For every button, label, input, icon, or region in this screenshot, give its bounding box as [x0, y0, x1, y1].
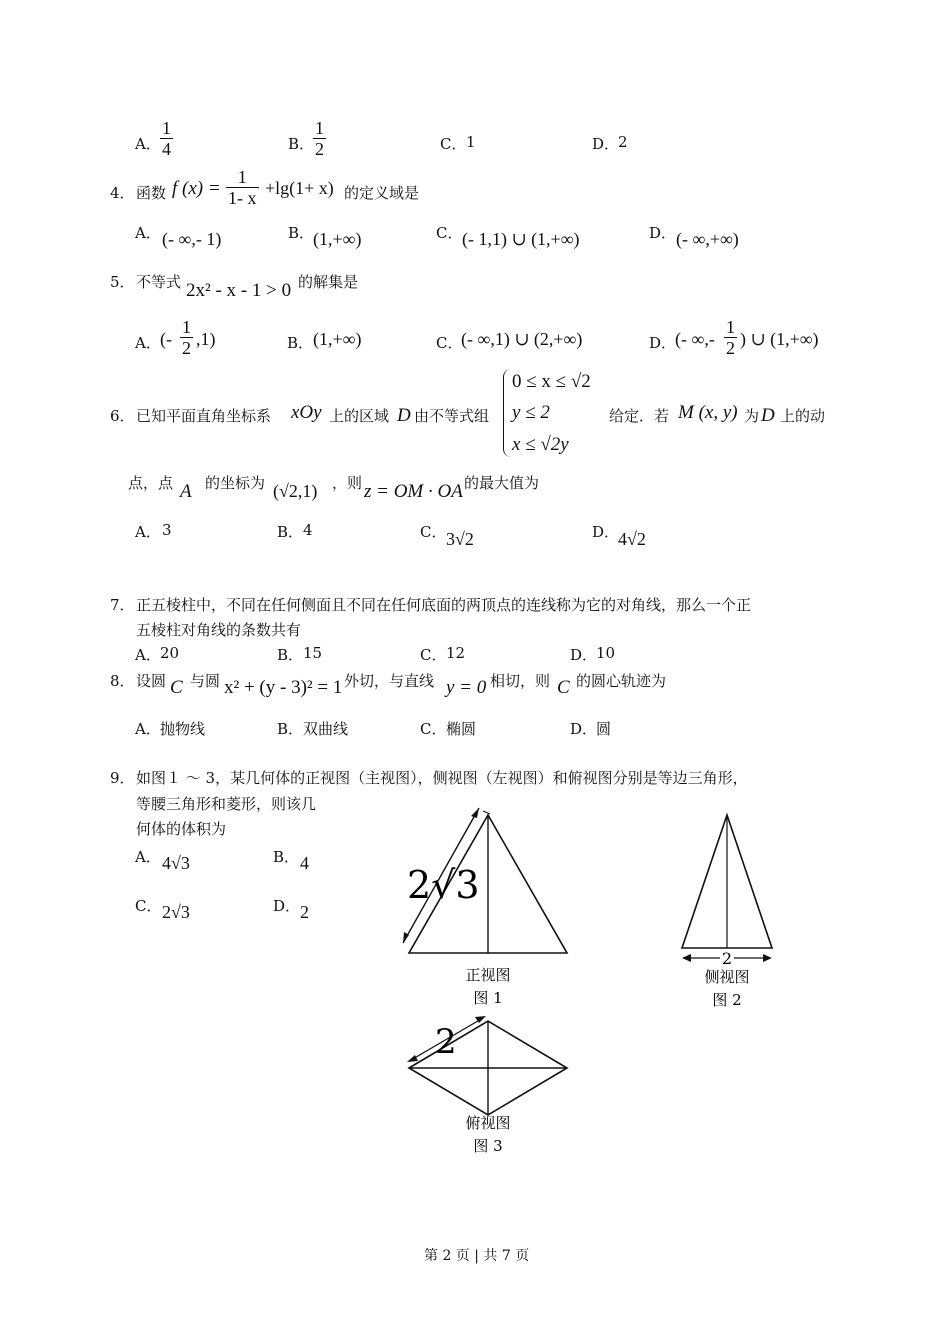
q8-line-equation: y = 0: [446, 677, 487, 698]
q4-option-d-value: (- ∞,+∞): [676, 229, 739, 249]
q6-region-2: D: [761, 405, 775, 426]
q3-option-a-value: $\frac{1}{4}$: [162, 118, 171, 159]
page-footer: 第 2 页 | 共 7 页: [424, 1248, 530, 1264]
q4-func: f (x) =: [172, 178, 221, 199]
q6-stem-mid5: 上的动: [780, 407, 826, 425]
q6-option-b-value: 4: [303, 521, 313, 539]
q8-stem-prefix: 设圆: [136, 672, 167, 690]
q4-option-b-value: (1,+∞): [313, 229, 362, 249]
q4-fraction: $\frac{1}{1- x}$: [228, 167, 257, 208]
figure-1-dimension-label: 2√3: [407, 863, 480, 907]
q7-option-b-label: B．: [277, 646, 304, 664]
q9-option-a-value: 4√3: [162, 853, 190, 873]
q9-option-c-label: C．: [135, 897, 162, 915]
q6-xoy: xOy: [291, 402, 322, 423]
q6-region: D: [397, 405, 411, 426]
q6-stem-mid2: 由不等式组: [414, 407, 490, 425]
q6-line2-mid2: ，则: [332, 474, 363, 492]
q6-option-c-value: 3√2: [446, 529, 474, 549]
q9-number: 9．: [110, 769, 135, 787]
q8-option-d-label: D．: [570, 720, 598, 738]
figure-2-dimension-label: 2: [721, 949, 733, 968]
q6-z-expression: z = OM · OA: [364, 481, 463, 502]
q3-option-b-value: $\frac{1}{2}$: [315, 118, 324, 159]
figure-2-caption: 侧视图: [704, 968, 750, 986]
q7-option-b-value: 15: [303, 644, 323, 662]
q6-line2-suffix: 的最大值为: [464, 474, 540, 492]
q8-option-d-value: 圆: [596, 720, 612, 738]
q8-stem-suffix: 的圆心轨迹为: [576, 672, 667, 690]
q5-option-a-post: ,1): [196, 329, 216, 349]
q7-option-a-value: 20: [160, 644, 180, 662]
figure-3-caption: 俯视图: [465, 1114, 511, 1132]
q8-stem-mid2: 外切，与直线: [344, 672, 435, 690]
q8-stem-mid1: 与圆: [190, 672, 221, 690]
q8-option-b-label: B．: [277, 720, 304, 738]
q5-option-a-label: A．: [135, 334, 161, 352]
q3-option-c-label: C．: [440, 135, 467, 153]
q7-option-a-label: A．: [135, 646, 161, 664]
q6-option-c-label: C．: [420, 523, 447, 541]
q9-option-b-label: B．: [273, 848, 300, 866]
q3-option-c-value: 1: [466, 133, 476, 151]
q4-option-c-label: C．: [436, 224, 463, 242]
q3-option-d-label: D．: [592, 135, 620, 153]
figure-3-top-view: [395, 1008, 580, 1163]
q5-option-a-pre: (-: [160, 329, 172, 349]
q6-option-d-value: 4√2: [618, 529, 646, 549]
q9-line-1: 如图１ ～ 3，某几何体的正视图（主视图），侧视图（左视图）和俯视图分别是等边三角形，: [136, 769, 748, 787]
q4-option-d-label: D．: [649, 224, 677, 242]
q8-circle-c-2: C: [557, 677, 570, 698]
q5-option-d-pre: (- ∞,-: [675, 329, 715, 349]
q6-option-b-label: B．: [277, 523, 304, 541]
q4-func-rest: +lg(1+ x): [265, 178, 334, 198]
q8-option-c-value: 椭圆: [446, 720, 477, 738]
q8-option-a-label: A．: [135, 720, 161, 738]
q6-system-brace: [503, 369, 512, 457]
q6-stem-mid4: 为: [744, 407, 760, 425]
q6-option-d-label: D．: [592, 523, 620, 541]
q8-option-c-label: C．: [420, 720, 447, 738]
q7-option-d-label: D．: [570, 646, 598, 664]
q7-option-c-label: C．: [420, 646, 447, 664]
figure-2-side-view: [672, 800, 782, 1015]
q8-option-a-value: 抛物线: [160, 720, 206, 738]
q6-number: 6．: [110, 407, 135, 425]
q3-option-b-label: B．: [288, 135, 315, 153]
q6-point-a: A: [180, 481, 192, 502]
q7-line-1: 正五棱柱中，不同在任何侧面且不同在任何底面的两顶点的连线称为它的对角线，那么一个正: [136, 596, 752, 614]
q6-point-m: M (x, y): [678, 402, 738, 423]
q9-option-c-value: 2√3: [162, 902, 190, 922]
q7-number: 7．: [110, 596, 135, 614]
q5-option-b-label: B．: [287, 334, 314, 352]
q4-option-a-label: A．: [135, 224, 161, 242]
q6-line2-prefix: 点，点: [128, 474, 174, 492]
figure-2-label: 图 2: [712, 991, 742, 1009]
q3-option-a-label: A．: [135, 135, 161, 153]
q6-option-a-label: A．: [135, 523, 161, 541]
q5-option-d-post: ) ∪ (1,+∞): [740, 329, 819, 349]
q9-option-b-value: 4: [300, 853, 309, 873]
q9-option-d-value: 2: [300, 902, 309, 922]
q5-option-c-value: (- ∞,1) ∪ (2,+∞): [461, 329, 583, 349]
q7-option-c-value: 12: [446, 644, 466, 662]
q4-stem-prefix: 函数: [136, 184, 167, 202]
q6-stem-mid3: 给定．若: [609, 407, 670, 425]
q4-number: 4．: [110, 184, 135, 202]
q5-stem-prefix: 不等式: [136, 273, 182, 291]
q6-option-a-value: 3: [162, 521, 172, 539]
q9-line-2: 等腰三角形和菱形，则该几: [136, 795, 317, 813]
q6-stem-mid1: 上的区域: [329, 407, 390, 425]
figure-3-label: 图 3: [473, 1137, 503, 1155]
q5-number: 5．: [110, 273, 135, 291]
figure-3-dimension-label: 2: [435, 1022, 457, 1062]
q5-option-d-label: D．: [649, 334, 677, 352]
q6-stem-prefix: 已知平面直角坐标系: [136, 407, 272, 425]
q7-option-d-value: 10: [596, 644, 616, 662]
q8-circle-c: C: [170, 677, 183, 698]
q9-option-d-label: D．: [273, 897, 301, 915]
figure-1-caption: 正视图: [465, 966, 511, 984]
q4-option-a-value: (- ∞,- 1): [162, 229, 222, 249]
figure-1-label: 图 1: [473, 989, 503, 1007]
q5-stem-suffix: 的解集是: [298, 273, 359, 291]
q6-system-line-2: y ≤ 2: [512, 402, 550, 423]
q5-option-c-label: C．: [436, 334, 463, 352]
q5-option-b-value: (1,+∞): [313, 329, 362, 349]
q8-number: 8．: [110, 672, 135, 690]
q6-line2-mid: 的坐标为: [205, 474, 266, 492]
q8-option-b-value: 双曲线: [303, 720, 349, 738]
q4-stem-suffix: 的定义域是: [344, 184, 420, 202]
q8-stem-mid3: 相切，则: [490, 672, 551, 690]
q4-option-b-label: B．: [288, 224, 315, 242]
q7-line-2: 五棱柱对角线的条数共有: [136, 621, 302, 639]
figure-1-front-view: [380, 800, 590, 1015]
q9-line-3: 何体的体积为: [136, 820, 227, 838]
q5-option-d-fraction: $\frac{1}{2}$: [726, 317, 735, 358]
q5-expr: 2x² - x - 1 > 0: [186, 280, 292, 301]
q8-circle-equation: x² + (y - 3)² = 1: [224, 677, 343, 698]
q5-option-a-fraction: $\frac{1}{2}$: [182, 317, 191, 358]
q4-option-c-value: (- 1,1) ∪ (1,+∞): [462, 229, 580, 249]
q6-coord-a: (√2,1): [273, 481, 318, 501]
q6-system-line-1: 0 ≤ x ≤ √2: [512, 371, 591, 392]
q6-system-line-3: x ≤ √2y: [512, 434, 569, 455]
q3-option-d-value: 2: [618, 133, 628, 151]
q9-option-a-label: A．: [135, 848, 161, 866]
